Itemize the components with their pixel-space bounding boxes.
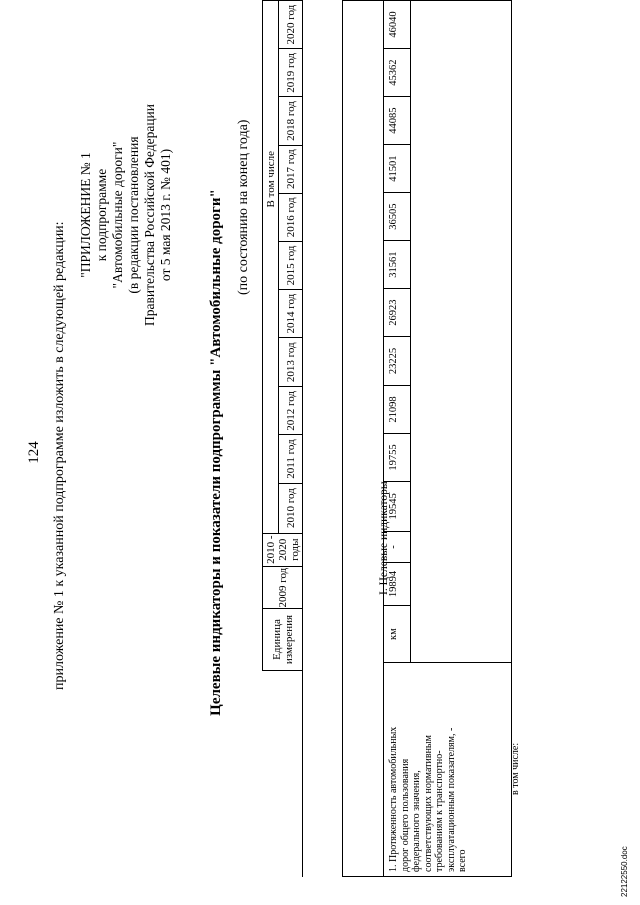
header-2009: 2009 год — [263, 566, 303, 609]
header-year: 2018 год — [279, 97, 303, 145]
row-unit: км — [384, 605, 411, 663]
row-spacer — [411, 1, 512, 663]
header-year: 2013 год — [279, 338, 303, 387]
header-year: 2020 год — [279, 1, 303, 49]
appendix-header — [78, 45, 174, 385]
file-name: 22122550.doc — [620, 846, 629, 897]
header-group: В том числе — [263, 1, 279, 534]
row-label: 1. Протяженность автомобильных дорог общего пользования федерального значения, соответствующих нормативным требованиям к транспортно-эксплуатационным показателям, - всего — [384, 663, 512, 877]
header-year: 2016 год — [279, 193, 303, 241]
row-value: 36505 — [384, 193, 411, 241]
row-value: 46040 — [384, 1, 411, 49]
table-row — [384, 1, 411, 877]
page-number: 124 — [26, 441, 42, 464]
row-value: 44085 — [384, 97, 411, 145]
intro-text: приложение № 1 к указанной подпрограмме изложить в следующей редакции: — [52, 221, 67, 690]
header-year: 2017 год — [279, 145, 303, 193]
header-year: 2012 год — [279, 387, 303, 435]
appendix-line: "ПРИЛОЖЕНИЕ № 1 — [78, 152, 93, 278]
row-value: 21098 — [384, 386, 411, 434]
document-title: Целевые индикаторы и показатели подпрограммы "Автомобильные дороги" — [208, 189, 224, 716]
appendix-line: (в редакции постановления — [126, 136, 141, 294]
appendix-line: "Автомобильные дороги" — [110, 141, 125, 289]
header-year: 2019 год — [279, 49, 303, 97]
row-value: 45362 — [384, 49, 411, 97]
row-2009: 19894 — [384, 563, 411, 606]
as-of-note: (по состоянию на конец года) — [236, 119, 251, 295]
header-year: 2015 год — [279, 241, 303, 289]
indicators-data — [342, 0, 512, 877]
header-year: 2014 год — [279, 290, 303, 338]
header-year: 2011 год — [279, 435, 303, 483]
sub-label: в том числе: — [510, 742, 521, 795]
row-value: 26923 — [384, 289, 411, 337]
section-heading: I. Целевые индикаторы — [378, 481, 390, 595]
appendix-line: от 5 мая 2013 г. № 401) — [158, 148, 173, 282]
appendix-line: Правительства Российской Федерации — [142, 104, 157, 326]
row-value: 19545 — [384, 482, 411, 532]
row-value: 23225 — [384, 337, 411, 386]
row-value: 41501 — [384, 145, 411, 193]
header-unit: Единица измерения — [263, 609, 303, 670]
header-year: 2010 год — [279, 483, 303, 533]
row-value: 19755 — [384, 434, 411, 482]
header-blank — [263, 670, 303, 877]
section-spacer — [343, 1, 384, 877]
header-period: 2010 - 2020 годы — [263, 533, 303, 566]
row-value: 31561 — [384, 241, 411, 289]
indicators-table — [262, 0, 303, 877]
appendix-line: к подпрограмме — [94, 168, 109, 262]
row-period: - — [384, 531, 411, 562]
